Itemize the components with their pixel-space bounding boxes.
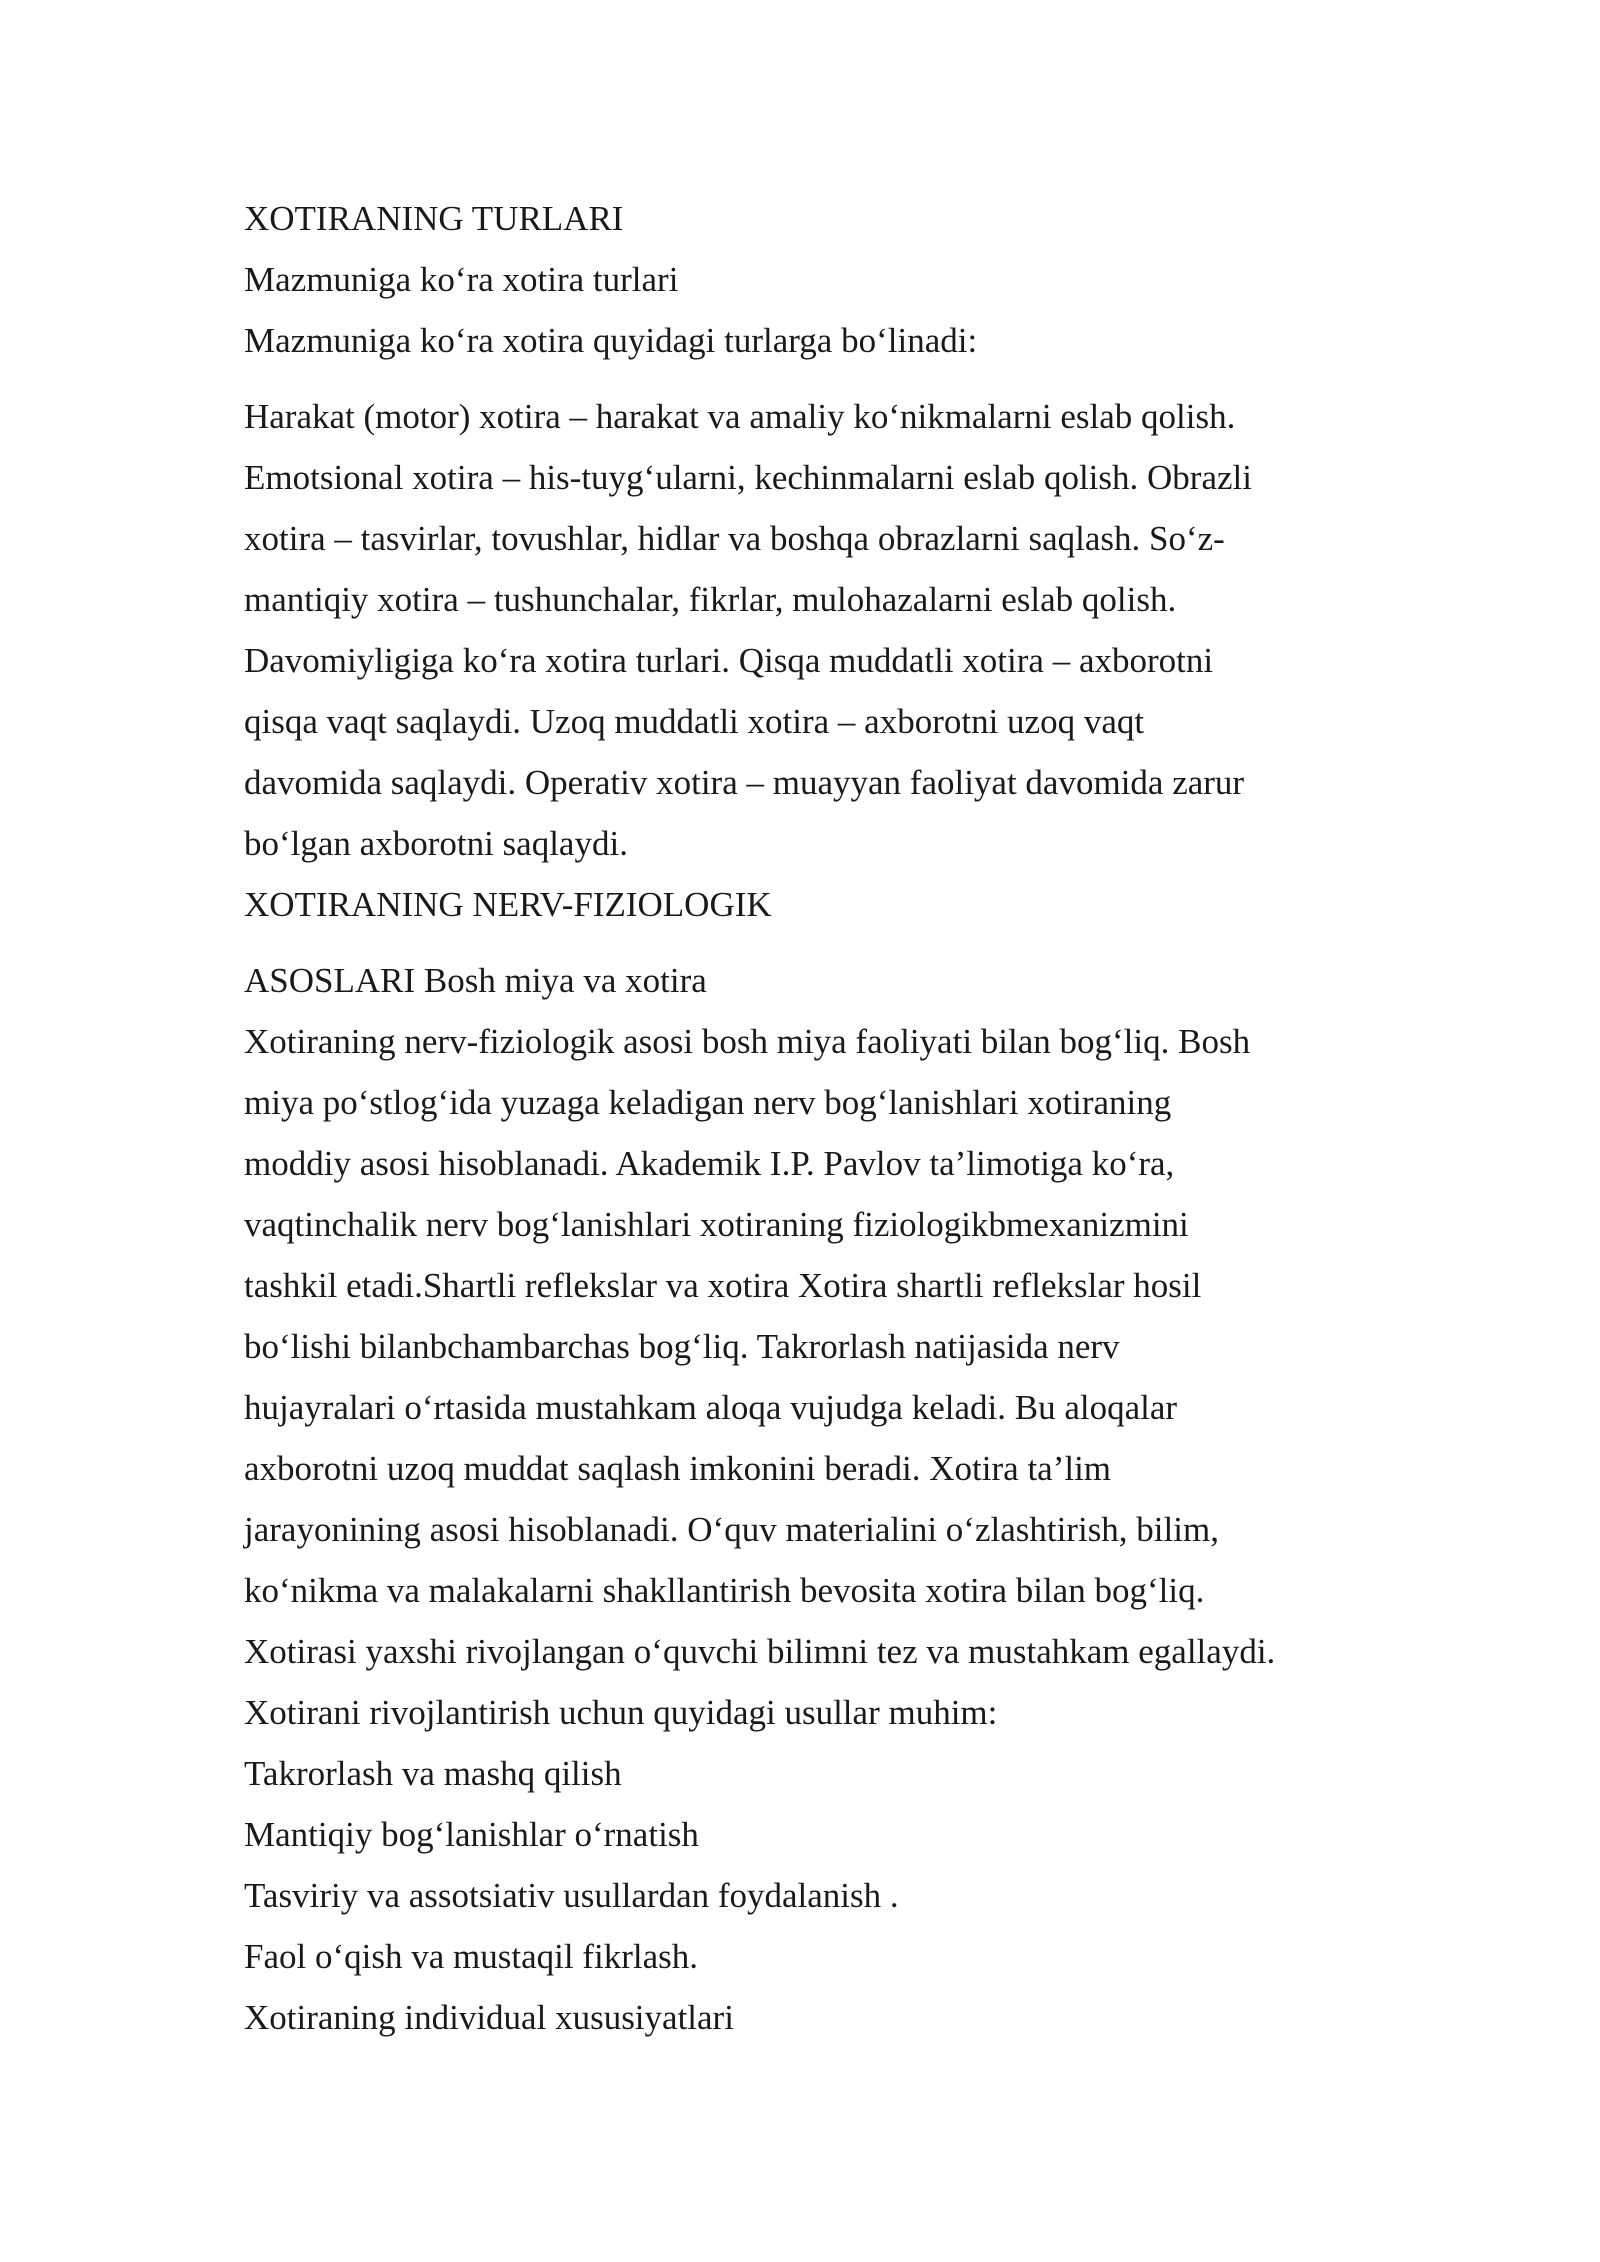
list-item: Mantiqiy bog‘lanishlar o‘rnatish xyxy=(244,1815,699,1854)
text-line: Mazmuniga ko‘ra xotira quyidagi turlarga bo‘linadi: xyxy=(244,321,978,360)
paragraph-line: Xotirasi yaxshi rivojlangan o‘quvchi bilimni tez va mustahkam egallaydi. xyxy=(244,1632,1276,1671)
heading-xotiraning-turlari: XOTIRANING TURLARI xyxy=(244,199,624,238)
paragraph-line: Emotsional xotira – his-tuyg‘ularni, kechinmalarni eslab qolish. Obrazli xyxy=(244,458,1252,497)
paragraph-line: miya po‘stlog‘ida yuzaga keladigan nerv bog‘lanishlari xotiraning xyxy=(244,1083,1172,1122)
subheading-individual-xususiyatlari: Xotiraning individual xususiyatlari xyxy=(244,1998,734,2037)
list-item: Faol o‘qish va mustaqil fikrlash. xyxy=(244,1937,698,1976)
paragraph-line: moddiy asosi hisoblanadi. Akademik I.P. Pavlov ta’limotiga ko‘ra, xyxy=(244,1144,1175,1183)
document-body xyxy=(244,188,1384,2048)
paragraph-line: xotira – tasvirlar, tovushlar, hidlar va boshqa obrazlarni saqlash. So‘z- xyxy=(244,519,1225,558)
paragraph-line: jarayonining asosi hisoblanadi. O‘quv materialini o‘zlashtirish, bilim, xyxy=(244,1510,1219,1549)
paragraph-line: mantiqiy xotira – tushunchalar, fikrlar, mulohazalarni eslab qolish. xyxy=(244,580,1177,619)
paragraph-line: davomida saqlaydi. Operativ xotira – muayyan faoliyat davomida zarur xyxy=(244,763,1245,802)
subheading-asoslari: ASOSLARI Bosh miya va xotira xyxy=(244,961,707,1000)
paragraph-line: Xotirani rivojlantirish uchun quyidagi usullar muhim: xyxy=(244,1693,998,1732)
subheading-mazmuniga-kora: Mazmuniga ko‘ra xotira turlari xyxy=(244,260,679,299)
paragraph-line: axborotni uzoq muddat saqlash imkonini beradi. Xotira ta’lim xyxy=(244,1449,1112,1488)
paragraph-line: qisqa vaqt saqlaydi. Uzoq muddatli xotira – axborotni uzoq vaqt xyxy=(244,702,1145,741)
paragraph-line: hujayralari o‘rtasida mustahkam aloqa vujudga keladi. Bu aloqalar xyxy=(244,1388,1178,1427)
list-item: Takrorlash va mashq qilish xyxy=(244,1754,622,1793)
paragraph-line: tashkil etadi.Shartli reflekslar va xotira Xotira shartli reflekslar hosil xyxy=(244,1266,1202,1305)
paragraph-line: Harakat (motor) xotira – harakat va amaliy ko‘nikmalarni eslab qolish. xyxy=(244,397,1236,436)
paragraph-line: ko‘nikma va malakalarni shakllantirish bevosita xotira bilan bog‘liq. xyxy=(244,1571,1205,1610)
paragraph-line: Davomiyligiga ko‘ra xotira turlari. Qisqa muddatli xotira – axborotni xyxy=(244,641,1214,680)
paragraph-line: Xotiraning nerv-fiziologik asosi bosh miya faoliyati bilan bog‘liq. Bosh xyxy=(244,1022,1251,1061)
paragraph-line: bo‘lishi bilanbchambarchas bog‘liq. Takrorlash natijasida nerv xyxy=(244,1327,1120,1366)
list-item: Tasviriy va assotsiativ usullardan foydalanish . xyxy=(244,1876,899,1915)
heading-nerv-fiziologik: XOTIRANING NERV-FIZIOLOGIK xyxy=(244,885,772,924)
paragraph-line: bo‘lgan axborotni saqlaydi. xyxy=(244,824,628,863)
paragraph-line: vaqtinchalik nerv bog‘lanishlari xotiraning fiziologikbmexanizmini xyxy=(244,1205,1189,1244)
